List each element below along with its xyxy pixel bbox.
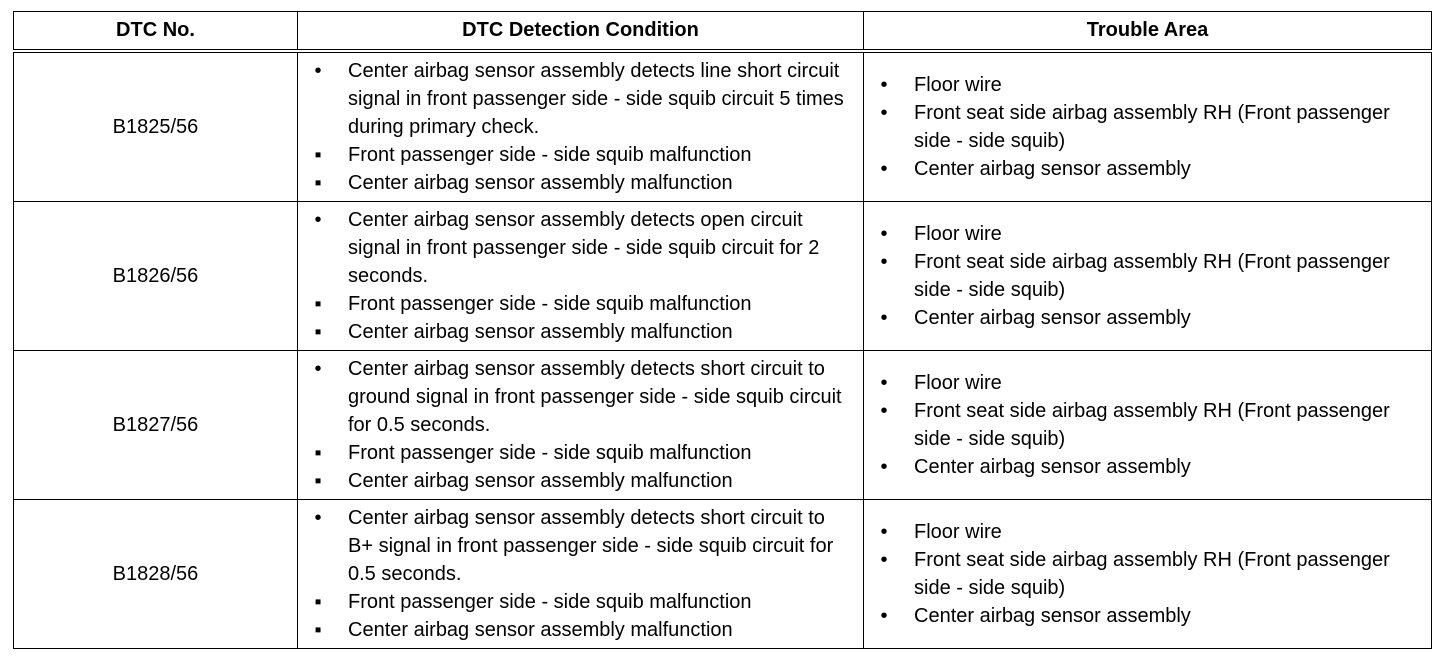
detection-condition-cell-list	[298, 57, 863, 197]
trouble-area-item	[864, 369, 1431, 397]
condition-item	[298, 467, 863, 495]
trouble-area-item-text: Center airbag sensor assembly	[914, 158, 1191, 180]
bullet-icon: ▪	[314, 619, 322, 641]
condition-item-text: Front passenger side - side squib malfunction	[348, 442, 752, 464]
trouble-area-item-text: Floor wire	[914, 521, 1002, 543]
trouble-area-item	[864, 304, 1431, 332]
trouble-area-cell	[864, 202, 1432, 351]
detection-condition-cell	[298, 51, 864, 202]
trouble-area-item	[864, 99, 1431, 155]
condition-item-text: Center airbag sensor assembly detects line short circuit signal in front passenger side - side squib circuit 5 times during primary check.	[348, 60, 844, 138]
trouble-area-item	[864, 397, 1431, 453]
trouble-area-item-text: Floor wire	[914, 223, 1002, 245]
bullet-icon: ▪	[314, 293, 322, 315]
trouble-area-item	[864, 602, 1431, 630]
table-row	[14, 351, 1432, 500]
bullet-icon: •	[880, 158, 888, 180]
trouble-area-item-text: Front seat side airbag assembly RH (Front passenger side - side squib)	[914, 251, 1390, 301]
dtc-code: B1826/56	[14, 202, 298, 351]
condition-item-text: Center airbag sensor assembly malfunction	[348, 321, 733, 343]
detection-condition-cell	[298, 500, 864, 649]
table-body	[14, 51, 1432, 649]
condition-item-text: Front passenger side - side squib malfunction	[348, 144, 752, 166]
trouble-area-cell-list	[864, 220, 1431, 332]
bullet-icon: •	[880, 102, 888, 124]
table-row	[14, 202, 1432, 351]
trouble-area-item-text: Floor wire	[914, 372, 1002, 394]
bullet-icon: •	[880, 456, 888, 478]
trouble-area-item	[864, 71, 1431, 99]
trouble-area-cell	[864, 51, 1432, 202]
condition-item	[298, 141, 863, 169]
bullet-icon: •	[880, 521, 888, 543]
condition-item-text: Center airbag sensor assembly malfunction	[348, 172, 733, 194]
trouble-area-item-text: Front seat side airbag assembly RH (Front passenger side - side squib)	[914, 102, 1390, 152]
trouble-area-cell	[864, 351, 1432, 500]
trouble-area-item	[864, 518, 1431, 546]
trouble-area-item-text: Front seat side airbag assembly RH (Front passenger side - side squib)	[914, 400, 1390, 450]
bullet-icon: •	[314, 60, 322, 82]
bullet-icon: ▪	[314, 321, 322, 343]
bullet-icon: ▪	[314, 442, 322, 464]
bullet-icon: •	[880, 223, 888, 245]
condition-item	[298, 588, 863, 616]
table-row	[14, 500, 1432, 649]
detection-condition-cell-list	[298, 355, 863, 495]
condition-item	[298, 290, 863, 318]
condition-item	[298, 57, 863, 141]
trouble-area-item-text: Floor wire	[914, 74, 1002, 96]
detection-condition-cell-list	[298, 504, 863, 644]
dtc-code: B1825/56	[14, 51, 298, 202]
trouble-area-item-text: Front seat side airbag assembly RH (Front passenger side - side squib)	[914, 549, 1390, 599]
dtc-code: B1827/56	[14, 351, 298, 500]
condition-item-text: Center airbag sensor assembly detects short circuit to B+ signal in front passenger side - side squib circuit for 0.5 seconds.	[348, 507, 834, 585]
condition-item-text: Center airbag sensor assembly malfunction	[348, 470, 733, 492]
trouble-area-item	[864, 453, 1431, 481]
condition-item-text: Center airbag sensor assembly detects short circuit to ground signal in front passenger side - side squib circuit for 0.5 seconds.	[348, 358, 842, 436]
trouble-area-item	[864, 220, 1431, 248]
dtc-code: B1828/56	[14, 500, 298, 649]
bullet-icon: ▪	[314, 470, 322, 492]
condition-item	[298, 439, 863, 467]
trouble-area-item	[864, 546, 1431, 602]
trouble-area-item-text: Center airbag sensor assembly	[914, 456, 1191, 478]
trouble-area-item-text: Center airbag sensor assembly	[914, 605, 1191, 627]
trouble-area-cell-list	[864, 369, 1431, 481]
condition-item-text: Front passenger side - side squib malfunction	[348, 293, 752, 315]
header-trouble-area: Trouble Area	[864, 12, 1432, 52]
bullet-icon: ▪	[314, 172, 322, 194]
condition-item	[298, 504, 863, 588]
bullet-icon: ▪	[314, 591, 322, 613]
detection-condition-cell-list	[298, 206, 863, 346]
bullet-icon: •	[880, 372, 888, 394]
bullet-icon: ▪	[314, 144, 322, 166]
condition-item	[298, 355, 863, 439]
bullet-icon: •	[880, 74, 888, 96]
detection-condition-cell	[298, 351, 864, 500]
bullet-icon: •	[880, 549, 888, 571]
bullet-icon: •	[880, 251, 888, 273]
trouble-area-cell	[864, 500, 1432, 649]
bullet-icon: •	[880, 400, 888, 422]
condition-item	[298, 616, 863, 644]
condition-item	[298, 169, 863, 197]
condition-item	[298, 318, 863, 346]
condition-item	[298, 206, 863, 290]
condition-item-text: Center airbag sensor assembly malfunction	[348, 619, 733, 641]
trouble-area-cell-list	[864, 71, 1431, 183]
bullet-icon: •	[314, 507, 322, 529]
bullet-icon: •	[880, 307, 888, 329]
header-detection-condition: DTC Detection Condition	[298, 12, 864, 52]
bullet-icon: •	[314, 358, 322, 380]
trouble-area-item	[864, 248, 1431, 304]
header-row	[14, 12, 1432, 52]
dtc-table	[13, 11, 1432, 649]
bullet-icon: •	[880, 605, 888, 627]
condition-item-text: Front passenger side - side squib malfunction	[348, 591, 752, 613]
trouble-area-cell-list	[864, 518, 1431, 630]
trouble-area-item-text: Center airbag sensor assembly	[914, 307, 1191, 329]
table-row	[14, 51, 1432, 202]
bullet-icon: •	[314, 209, 322, 231]
condition-item-text: Center airbag sensor assembly detects open circuit signal in front passenger side - side squib circuit for 2 seconds.	[348, 209, 820, 287]
detection-condition-cell	[298, 202, 864, 351]
header-dtc-no: DTC No.	[14, 12, 298, 52]
trouble-area-item	[864, 155, 1431, 183]
